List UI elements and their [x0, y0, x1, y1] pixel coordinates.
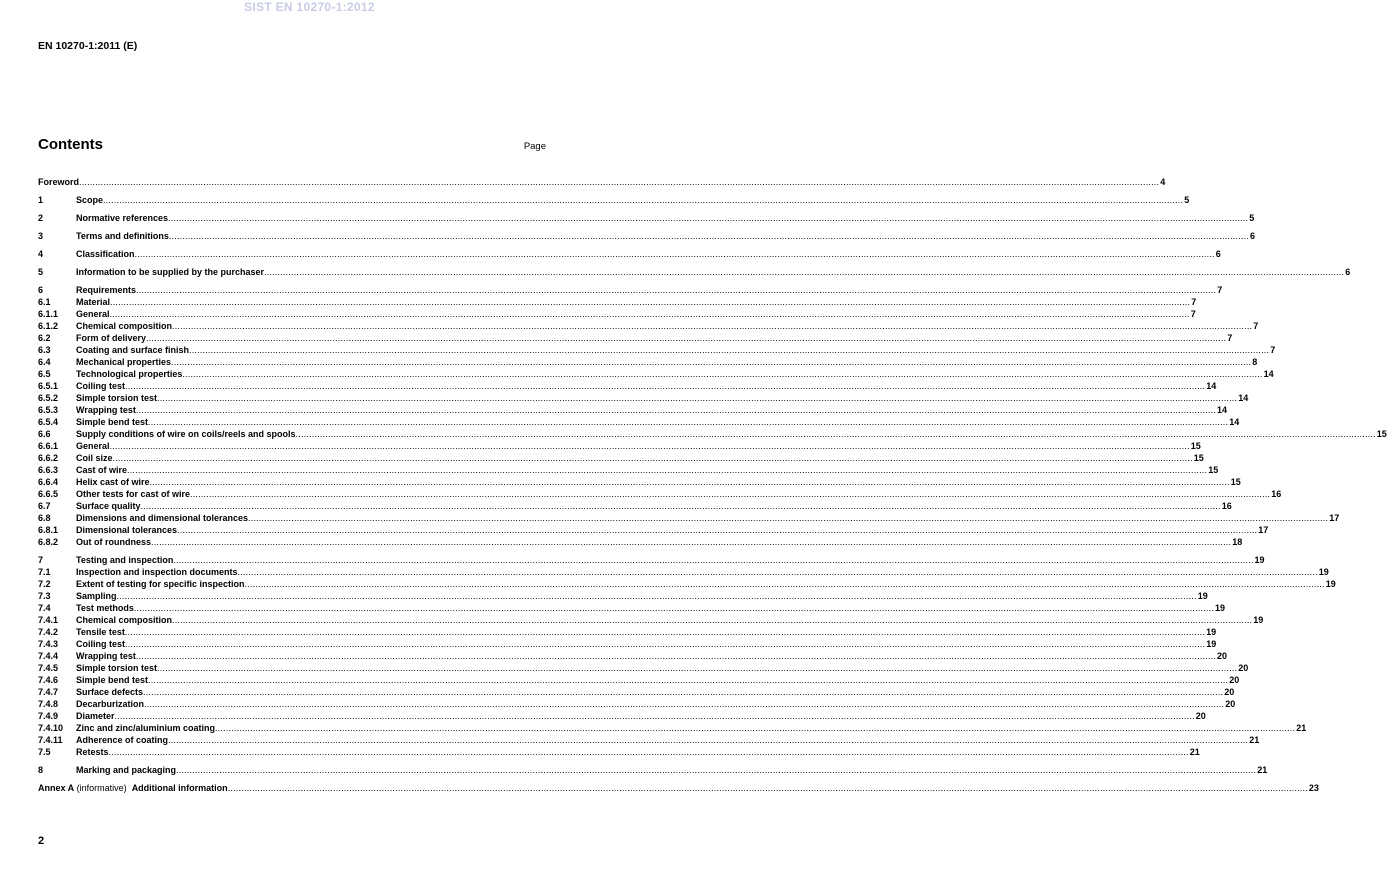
toc-entry-number: 6.5.4: [38, 417, 59, 427]
toc-leader-dots: ................................................................................................................................................................................................................................................................................................................................................................................................................: [114, 711, 1195, 721]
toc-entry-number: 7.4.10: [38, 723, 64, 733]
toc-entry-number: 6.6.4: [38, 477, 59, 487]
toc-entry-label: General: [76, 309, 110, 319]
toc-entry-label: Supply conditions of wire on coils/reels and spools: [76, 429, 296, 439]
toc-entry-number: 6.7: [38, 501, 51, 511]
toc-entry[interactable]: [38, 356, 1258, 368]
toc-entry-label: Information to be supplied by the purchaser: [76, 267, 265, 277]
toc-entry-number: 7.4.6: [38, 675, 59, 685]
toc-leader-dots: ................................................................................................................................................................................................................................................................................................................................................................................................................: [127, 465, 1208, 475]
toc-entry-page: 5: [1249, 213, 1255, 223]
toc-entry-number: 6.2: [38, 333, 51, 343]
toc-entry-label: Sampling: [76, 591, 117, 601]
toc-leader-dots: ................................................................................................................................................................................................................................................................................................................................................................................................................: [135, 651, 1217, 661]
page-column-label: Page: [523, 141, 546, 152]
toc-entry-number: 7.3: [38, 591, 51, 601]
toc-entry[interactable]: [38, 380, 1217, 392]
contents-title: Contents: [38, 136, 103, 153]
toc-leader-dots: ................................................................................................................................................................................................................................................................................................................................................................................................................: [168, 735, 1249, 745]
toc-entry-number: 7.4.9: [38, 711, 59, 721]
toc-entry-number: 6.1.2: [38, 321, 59, 331]
toc-entry[interactable]: [38, 266, 1351, 278]
toc-entry-number: 6.8: [38, 513, 51, 523]
toc-entry-number: 6.8.1: [38, 525, 59, 535]
toc-leader-dots: ................................................................................................................................................................................................................................................................................................................................................................................................................: [112, 453, 1193, 463]
toc-entry[interactable]: [38, 764, 1268, 776]
toc-leader-dots: ................................................................................................................................................................................................................................................................................................................................................................................................................: [148, 417, 1229, 427]
toc-entry-page: 7: [1270, 345, 1276, 355]
toc-entry-page: 21: [1189, 747, 1200, 757]
toc-entry-number: 6.8.2: [38, 537, 59, 547]
table-of-contents: [38, 176, 1387, 794]
toc-entry-label: Cast of wire: [76, 465, 128, 475]
toc-entry-page: 21: [1296, 723, 1307, 733]
toc-leader-dots: ................................................................................................................................................................................................................................................................................................................................................................................................................: [264, 267, 1345, 277]
toc-leader-dots: ................................................................................................................................................................................................................................................................................................................................................................................................................: [135, 405, 1217, 415]
toc-entry-number: 6.6.5: [38, 489, 59, 499]
toc-entry-page: 21: [1257, 765, 1268, 775]
toc-entry[interactable]: [38, 416, 1240, 428]
toc-entry[interactable]: [38, 674, 1240, 686]
toc-entry[interactable]: [38, 602, 1226, 614]
toc-entry-label: Simple bend test: [76, 417, 149, 427]
toc-entry[interactable]: [38, 566, 1329, 578]
toc-leader-dots: ................................................................................................................................................................................................................................................................................................................................................................................................................: [140, 501, 1221, 511]
toc-entry-number: 6.5: [38, 369, 51, 379]
toc-entry[interactable]: [38, 392, 1249, 404]
toc-leader-dots: ................................................................................................................................................................................................................................................................................................................................................................................................................: [172, 615, 1253, 625]
toc-entry-page: 5: [1184, 195, 1190, 205]
toc-leader-dots: ................................................................................................................................................................................................................................................................................................................................................................................................................: [227, 783, 1308, 793]
toc-entry-page: 7: [1190, 309, 1196, 319]
toc-entry-number: 7.4.5: [38, 663, 59, 673]
toc-entry-label: Classification: [76, 249, 135, 259]
toc-entry-label: Out of roundness: [76, 537, 151, 547]
toc-entry-page: 19: [1197, 591, 1208, 601]
toc-entry[interactable]: [38, 368, 1274, 380]
toc-entry[interactable]: [38, 734, 1260, 746]
toc-entry-number: 1: [38, 195, 44, 205]
toc-entry-page: 17: [1329, 513, 1340, 523]
toc-leader-dots: ................................................................................................................................................................................................................................................................................................................................................................................................................: [295, 429, 1376, 439]
toc-entry-page: 19: [1253, 615, 1264, 625]
toc-entry-page: 14: [1263, 369, 1274, 379]
toc-entry-page: 15: [1190, 441, 1201, 451]
toc-leader-dots: ................................................................................................................................................................................................................................................................................................................................................................................................................: [171, 357, 1252, 367]
toc-entry-page: 7: [1191, 297, 1197, 307]
toc-entry-page: 20: [1225, 699, 1236, 709]
toc-entry[interactable]: [38, 308, 1196, 320]
toc-leader-dots: ................................................................................................................................................................................................................................................................................................................................................................................................................: [176, 765, 1257, 775]
toc-entry-number: 6.4: [38, 357, 51, 367]
toc-entry[interactable]: [38, 746, 1200, 758]
toc-leader-dots: ................................................................................................................................................................................................................................................................................................................................................................................................................: [157, 663, 1238, 673]
page-number: 2: [38, 835, 45, 847]
toc-entry-page: 7: [1217, 285, 1223, 295]
document-id: EN 10270-1:2011 (E): [38, 40, 138, 52]
toc-entry-label: Decarburization: [76, 699, 145, 709]
toc-entry-page: 18: [1232, 537, 1243, 547]
toc-entry-label: Helix cast of wire: [76, 477, 150, 487]
toc-entry-label: Surface quality: [76, 501, 141, 511]
toc-leader-dots: ................................................................................................................................................................................................................................................................................................................................................................................................................: [124, 627, 1206, 637]
toc-entry[interactable]: [38, 488, 1282, 500]
toc-leader-dots: ................................................................................................................................................................................................................................................................................................................................................................................................................: [215, 723, 1296, 733]
watermark: SIST EN 10270-1:2012: [244, 0, 375, 14]
toc-entry-page: 20: [1217, 651, 1228, 661]
toc-entry-label: Simple torsion test: [76, 393, 158, 403]
toc-entry-number: 7.4.11: [38, 735, 63, 745]
toc-entry-number: 6.6: [38, 429, 51, 439]
toc-leader-dots: ................................................................................................................................................................................................................................................................................................................................................................................................................: [149, 477, 1230, 487]
toc-leader-dots: ................................................................................................................................................................................................................................................................................................................................................................................................................: [110, 297, 1191, 307]
toc-entry[interactable]: [38, 698, 1236, 710]
toc-entry-label: Marking and packaging: [76, 765, 177, 775]
toc-entry-number: 5: [38, 267, 44, 277]
toc-entry-page: 19: [1206, 627, 1217, 637]
toc-entry-label: Extent of testing for specific inspection: [76, 579, 245, 589]
toc-leader-dots: ................................................................................................................................................................................................................................................................................................................................................................................................................: [168, 213, 1249, 223]
toc-leader-dots: ................................................................................................................................................................................................................................................................................................................................................................................................................: [189, 345, 1270, 355]
toc-entry-number: 7.2: [38, 579, 51, 589]
toc-entry-page: 14: [1217, 405, 1228, 415]
toc-entry-label: Test methods: [76, 603, 134, 613]
toc-entry-label: Coil size: [76, 453, 113, 463]
toc-leader-dots: ................................................................................................................................................................................................................................................................................................................................................................................................................: [133, 603, 1215, 613]
toc-entry-label: Foreword: [38, 177, 80, 187]
toc-leader-dots: ................................................................................................................................................................................................................................................................................................................................................................................................................: [244, 579, 1325, 589]
toc-entry-label: Wrapping test: [76, 651, 136, 661]
toc-leader-dots: ................................................................................................................................................................................................................................................................................................................................................................................................................: [116, 591, 1197, 601]
toc-entry-number: 3: [38, 231, 44, 241]
toc-leader-dots: ................................................................................................................................................................................................................................................................................................................................................................................................................: [157, 393, 1238, 403]
toc-entry-number: 6.6.3: [38, 465, 59, 475]
toc-entry-page: 6: [1250, 231, 1256, 241]
toc-entry-page: 20: [1229, 675, 1240, 685]
toc-entry-page: 6: [1215, 249, 1221, 259]
toc-entry[interactable]: [38, 650, 1228, 662]
toc-entry-label: Scope: [76, 195, 104, 205]
toc-entry-label: Material: [76, 297, 111, 307]
toc-entry-label: Normative references: [76, 213, 169, 223]
toc-entry-number: 2: [38, 213, 44, 223]
toc-entry-page: 14: [1206, 381, 1217, 391]
toc-entry[interactable]: [38, 212, 1255, 224]
toc-entry-page: 19: [1325, 579, 1336, 589]
toc-entry-page: 16: [1271, 489, 1282, 499]
toc-leader-dots: ................................................................................................................................................................................................................................................................................................................................................................................................................: [134, 249, 1215, 259]
toc-entry-number: 7.4.1: [38, 615, 59, 625]
toc-entry-label: Surface defects: [76, 687, 144, 697]
toc-entry[interactable]: [38, 332, 1233, 344]
toc-entry-page: 23: [1308, 783, 1319, 793]
toc-leader-dots: ................................................................................................................................................................................................................................................................................................................................................................................................................: [148, 675, 1229, 685]
toc-leader-dots: ................................................................................................................................................................................................................................................................................................................................................................................................................: [136, 285, 1217, 295]
toc-entry[interactable]: [38, 578, 1336, 590]
toc-entry-label: Requirements: [76, 285, 137, 295]
toc-entry-page: 20: [1195, 711, 1206, 721]
toc-entry-label: Simple bend test: [76, 675, 149, 685]
toc-entry-page: 6: [1345, 267, 1351, 277]
toc-leader-dots: ................................................................................................................................................................................................................................................................................................................................................................................................................: [108, 747, 1189, 757]
toc-entry-page: 7: [1227, 333, 1233, 343]
toc-entry-number: 6.1: [38, 297, 51, 307]
toc-leader-dots: ................................................................................................................................................................................................................................................................................................................................................................................................................: [79, 177, 1160, 187]
toc-entry-label: Zinc and zinc/aluminium coating: [76, 723, 216, 733]
toc-entry-label: Other tests for cast of wire: [76, 489, 191, 499]
toc-entry-number: 6.6.1: [38, 441, 59, 451]
toc-leader-dots: ................................................................................................................................................................................................................................................................................................................................................................................................................: [109, 441, 1190, 451]
toc-entry[interactable]: [38, 662, 1249, 674]
toc-leader-dots: ................................................................................................................................................................................................................................................................................................................................................................................................................: [182, 369, 1263, 379]
toc-entry-label: Coiling test: [76, 381, 125, 391]
toc-entry-page: 15: [1230, 477, 1241, 487]
toc-entry[interactable]: [38, 284, 1223, 296]
toc-entry-page: 15: [1208, 465, 1219, 475]
toc-entry-number: 6.1.1: [38, 309, 59, 319]
toc-entry-page: 7: [1253, 321, 1259, 331]
toc-entry-label: Wrapping test: [76, 405, 136, 415]
toc-entry-label: Inspection and inspection documents: [76, 567, 238, 577]
toc-entry-number: 7: [38, 555, 44, 565]
toc-entry[interactable]: [38, 476, 1241, 488]
toc-entry-label: Technological properties: [76, 369, 183, 379]
toc-entry-page: 21: [1249, 735, 1260, 745]
toc-leader-dots: ................................................................................................................................................................................................................................................................................................................................................................................................................: [143, 687, 1224, 697]
toc-entry-number: 7.4.4: [38, 651, 59, 661]
toc-entry-number: 4: [38, 249, 44, 259]
toc-entry-page: 14: [1229, 417, 1240, 427]
toc-entry-number: 7.4.3: [38, 639, 59, 649]
toc-leader-dots: ................................................................................................................................................................................................................................................................................................................................................................................................................: [173, 555, 1254, 565]
toc-entry-label: Simple torsion test: [76, 663, 158, 673]
toc-entry-page: 19: [1215, 603, 1226, 613]
toc-entry-number: 6: [38, 285, 44, 295]
toc-entry[interactable]: [38, 782, 1319, 794]
toc-entry[interactable]: [38, 440, 1201, 452]
toc-entry-label: Diameter: [76, 711, 115, 721]
toc-leader-dots: ................................................................................................................................................................................................................................................................................................................................................................................................................: [237, 567, 1318, 577]
toc-entry[interactable]: [38, 590, 1208, 602]
toc-entry-page: 19: [1206, 639, 1217, 649]
toc-entry-label: Adherence of coating: [76, 735, 169, 745]
toc-leader-dots: ................................................................................................................................................................................................................................................................................................................................................................................................................: [177, 525, 1258, 535]
toc-entry-number: 6.5.1: [38, 381, 59, 391]
toc-entry[interactable]: [38, 554, 1265, 566]
toc-leader-dots: ................................................................................................................................................................................................................................................................................................................................................................................................................: [103, 195, 1184, 205]
toc-entry-label: Coiling test: [76, 639, 125, 649]
toc-leader-dots: ................................................................................................................................................................................................................................................................................................................................................................................................................: [144, 699, 1225, 709]
toc-entry-number: 7.4.7: [38, 687, 59, 697]
toc-entry-number: 7.4.2: [38, 627, 59, 637]
toc-entry-number: 6.6.2: [38, 453, 59, 463]
toc-leader-dots: ................................................................................................................................................................................................................................................................................................................................................................................................................: [125, 639, 1206, 649]
toc-leader-dots: ................................................................................................................................................................................................................................................................................................................................................................................................................: [146, 333, 1227, 343]
toc-entry-page: 8: [1252, 357, 1258, 367]
toc-entry[interactable]: [38, 428, 1387, 440]
toc-entry-label: Mechanical properties: [76, 357, 172, 367]
toc-entry-label: Tensile test: [76, 627, 125, 637]
toc-entry-page: 19: [1318, 567, 1329, 577]
toc-entry-page: 16: [1221, 501, 1232, 511]
toc-leader-dots: ................................................................................................................................................................................................................................................................................................................................................................................................................: [248, 513, 1329, 523]
toc-entry-page: 20: [1224, 687, 1235, 697]
toc-entry-number: 6.5.3: [38, 405, 59, 415]
toc-entry[interactable]: [38, 194, 1190, 206]
toc-entry-page: 17: [1258, 525, 1269, 535]
toc-entry[interactable]: [38, 176, 1166, 188]
toc-entry-number: 7.4.8: [38, 699, 59, 709]
toc-leader-dots: ................................................................................................................................................................................................................................................................................................................................................................................................................: [168, 231, 1250, 241]
toc-entry-number: 8: [38, 765, 44, 775]
toc-leader-dots: ................................................................................................................................................................................................................................................................................................................................................................................................................: [172, 321, 1253, 331]
toc-entry[interactable]: [38, 626, 1217, 638]
toc-entry[interactable]: [38, 404, 1228, 416]
toc-entry-number: 6.5.2: [38, 393, 59, 403]
toc-entry-label: Testing and inspection: [76, 555, 174, 565]
toc-entry[interactable]: [38, 230, 1256, 242]
toc-entry[interactable]: [38, 320, 1259, 332]
toc-entry-number: 7.4: [38, 603, 51, 613]
toc-entry[interactable]: [38, 464, 1219, 476]
toc-entry-label: Dimensional tolerances: [76, 525, 178, 535]
toc-entry-label: Dimensions and dimensional tolerances: [76, 513, 249, 523]
toc-entry-page: 15: [1376, 429, 1387, 439]
toc-entry[interactable]: [38, 686, 1235, 698]
toc-entry[interactable]: [38, 500, 1232, 512]
toc-entry-number: 6.3: [38, 345, 51, 355]
toc-entry-label: Chemical composition: [76, 321, 173, 331]
toc-entry-number: 7.1: [38, 567, 51, 577]
toc-entry[interactable]: [38, 248, 1221, 260]
toc-entry[interactable]: [38, 722, 1307, 734]
toc-leader-dots: ................................................................................................................................................................................................................................................................................................................................................................................................................: [151, 537, 1232, 547]
toc-entry-label: Terms and definitions: [76, 231, 169, 241]
toc-entry[interactable]: [38, 452, 1204, 464]
toc-entry[interactable]: [38, 614, 1264, 626]
toc-entry[interactable]: [38, 524, 1269, 536]
toc-entry-label: Form of delivery: [76, 333, 147, 343]
toc-entry[interactable]: [38, 296, 1197, 308]
toc-entry-page: 15: [1193, 453, 1204, 463]
toc-entry[interactable]: [38, 638, 1217, 650]
toc-entry-label: General: [76, 441, 110, 451]
toc-entry[interactable]: [38, 536, 1243, 548]
toc-entry-label: Chemical composition: [76, 615, 173, 625]
toc-entry[interactable]: [38, 710, 1206, 722]
toc-entry-number: 7.5: [38, 747, 51, 757]
toc-leader-dots: ................................................................................................................................................................................................................................................................................................................................................................................................................: [125, 381, 1206, 391]
toc-entry-page: 4: [1160, 177, 1166, 187]
toc-entry-page: 14: [1238, 393, 1249, 403]
toc-entry[interactable]: [38, 344, 1276, 356]
toc-entry-page: 20: [1238, 663, 1249, 673]
toc-leader-dots: ................................................................................................................................................................................................................................................................................................................................................................................................................: [109, 309, 1190, 319]
toc-entry[interactable]: [38, 512, 1340, 524]
toc-entry-label: Annex A (informative) Additional information: [38, 783, 228, 793]
toc-entry-label: Retests: [76, 747, 109, 757]
toc-leader-dots: ................................................................................................................................................................................................................................................................................................................................................................................................................: [190, 489, 1271, 499]
toc-entry-page: 19: [1254, 555, 1265, 565]
toc-entry-label: Coating and surface finish: [76, 345, 190, 355]
